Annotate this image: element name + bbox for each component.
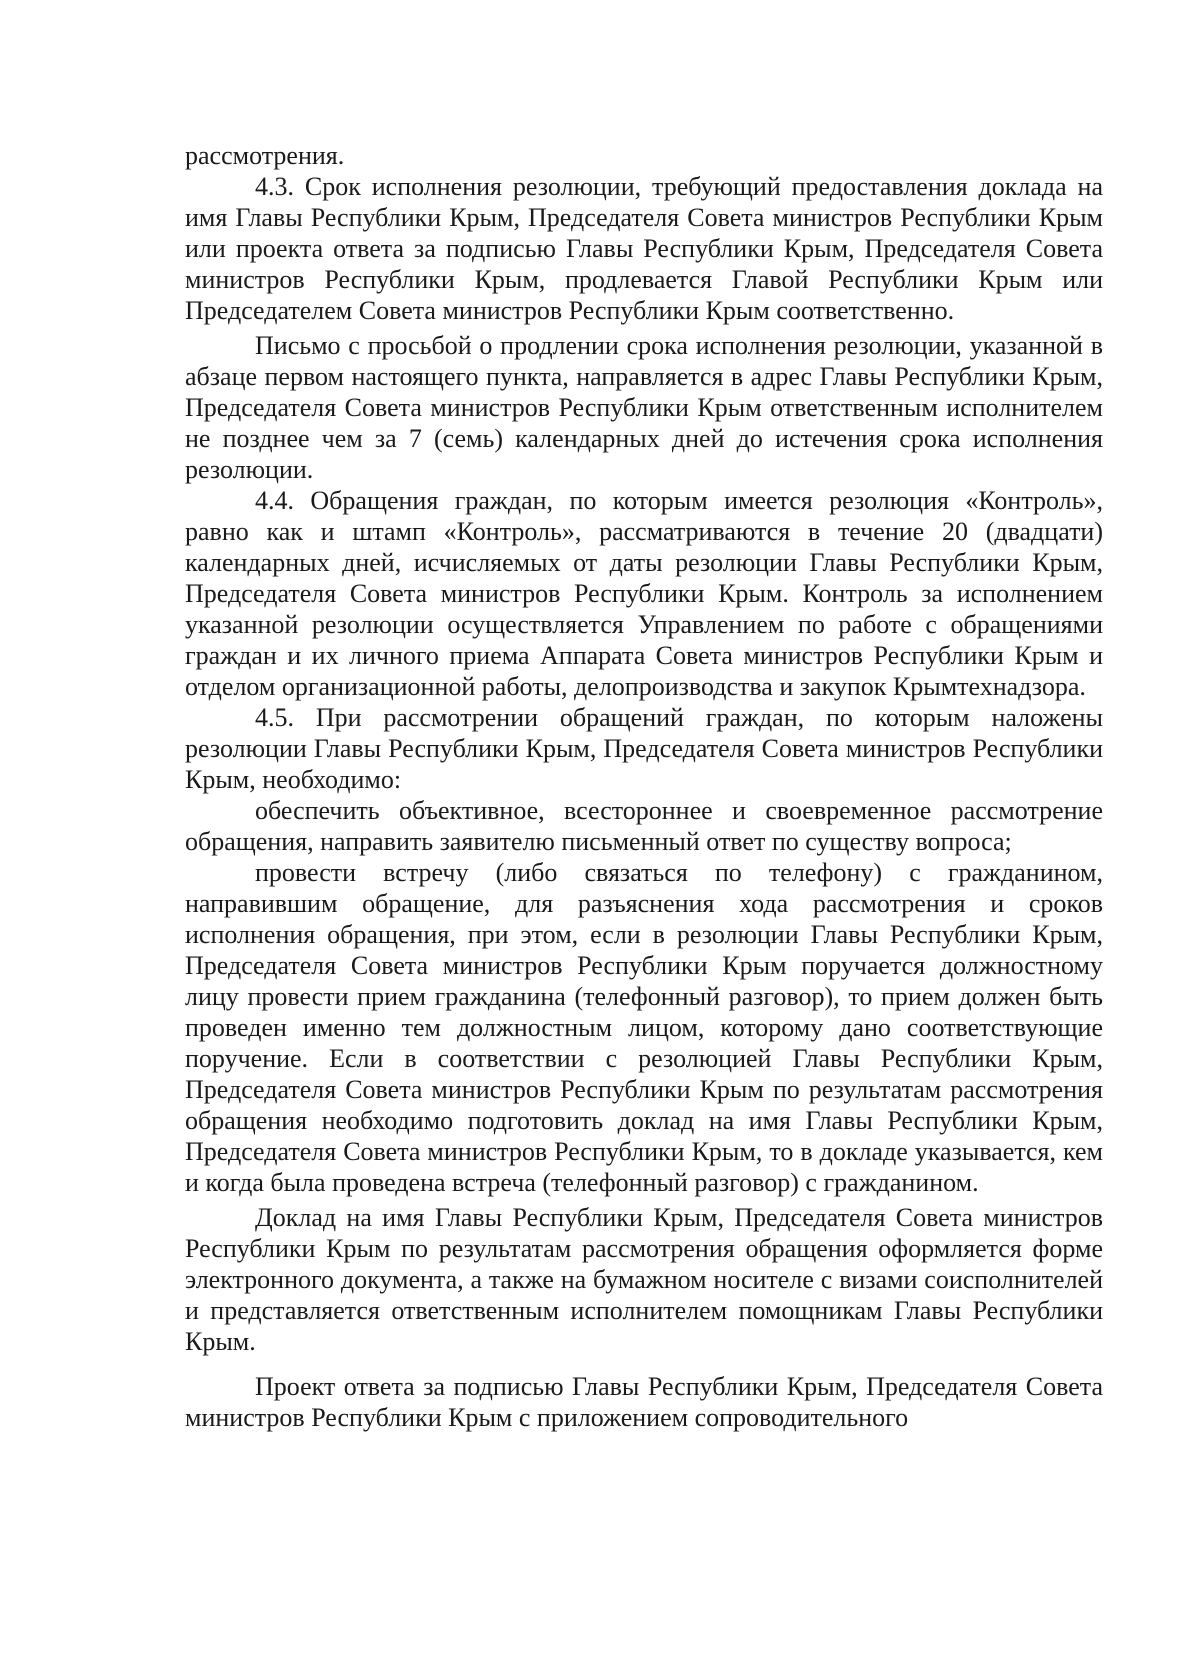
paragraph-hold-meeting: провести встречу (либо связаться по телефону) с гражданином, направившим обращение, для разъяснения хода рассмотрения и сроков исполнения обращения, при этом, если в резолюции Главы Республики Крым, Председателя Совета министров Республики Крым поручается должностному лицу провести прием гражданина (телефонный разговор), то прием должен быть проведен именно тем должностным лицом, которому дано соответствующие поручение. Если в соответствии с резолюцией Главы Республики Крым, Председателя Совета министров Республики Крым по результатам рассмотрения обращения необходимо подготовить доклад на имя Главы Республики Крым, Председателя Совета министров Республики Крым, то в докладе указывается, кем и когда была проведена встреча (телефонный разговор) с гражданином. <box>185 858 1103 1197</box>
paragraph-4-3: 4.3. Срок исполнения резолюции, требующий предоставления доклада на имя Главы Республики Крым, Председателя Совета министров Республики Крым или проекта ответа за подписью Главы Республики Крым, Председателя Совета министров Республики Крым, продлевается Главой Республики Крым или Председателем Совета министров Республики Крым соответственно. <box>185 172 1103 325</box>
paragraph-continuation: рассмотрения. <box>185 141 345 170</box>
paragraph-report: Доклад на имя Главы Республики Крым, Председателя Совета министров Республики Крым по результатам рассмотрения обращения оформляется форме электронного документа, а также на бумажном носителе с визами соисполнителей и представляется ответственным исполнителем помощникам Главы Республики Крым. <box>185 1203 1103 1356</box>
paragraph-4-4: 4.4. Обращения граждан, по которым имеется резолюция «Контроль», равно как и штамп «Контроль», рассматриваются в течение 20 (двадцати) календарных дней, исчисляемых от даты резолюции Главы Республики Крым, Председателя Совета министров Республики Крым. Контроль за исполнением указанной резолюции осуществляется Управлением по работе с обращениями граждан и их личного приема Аппарата Совета министров Республики Крым и отделом организационной работы, делопроизводства и закупок Крымтехнадзора. <box>185 486 1103 701</box>
paragraph-4-5: 4.5. При рассмотрении обращений граждан, по которым наложены резолюции Главы Республики Крым, Председателя Совета министров Республики Крым, необходимо: <box>185 703 1103 794</box>
paragraph-draft-response: Проект ответа за подписью Главы Республики Крым, Председателя Совета министров Республики Крым с приложением сопроводительного <box>185 1372 1103 1432</box>
paragraph-ensure-review: обеспечить объективное, всестороннее и своевременное рассмотрение обращения, направить заявителю письменный ответ по существу вопроса; <box>185 796 1103 856</box>
paragraph-extension-letter: Письмо с просьбой о продлении срока исполнения резолюции, указанной в абзаце первом настоящего пункта, направляется в адрес Главы Республики Крым, Председателя Совета министров Республики Крым ответственным исполнителем не позднее чем за 7 (семь) календарных дней до истечения срока исполнения резолюции. <box>185 331 1103 484</box>
document-body <box>185 140 1103 1433</box>
